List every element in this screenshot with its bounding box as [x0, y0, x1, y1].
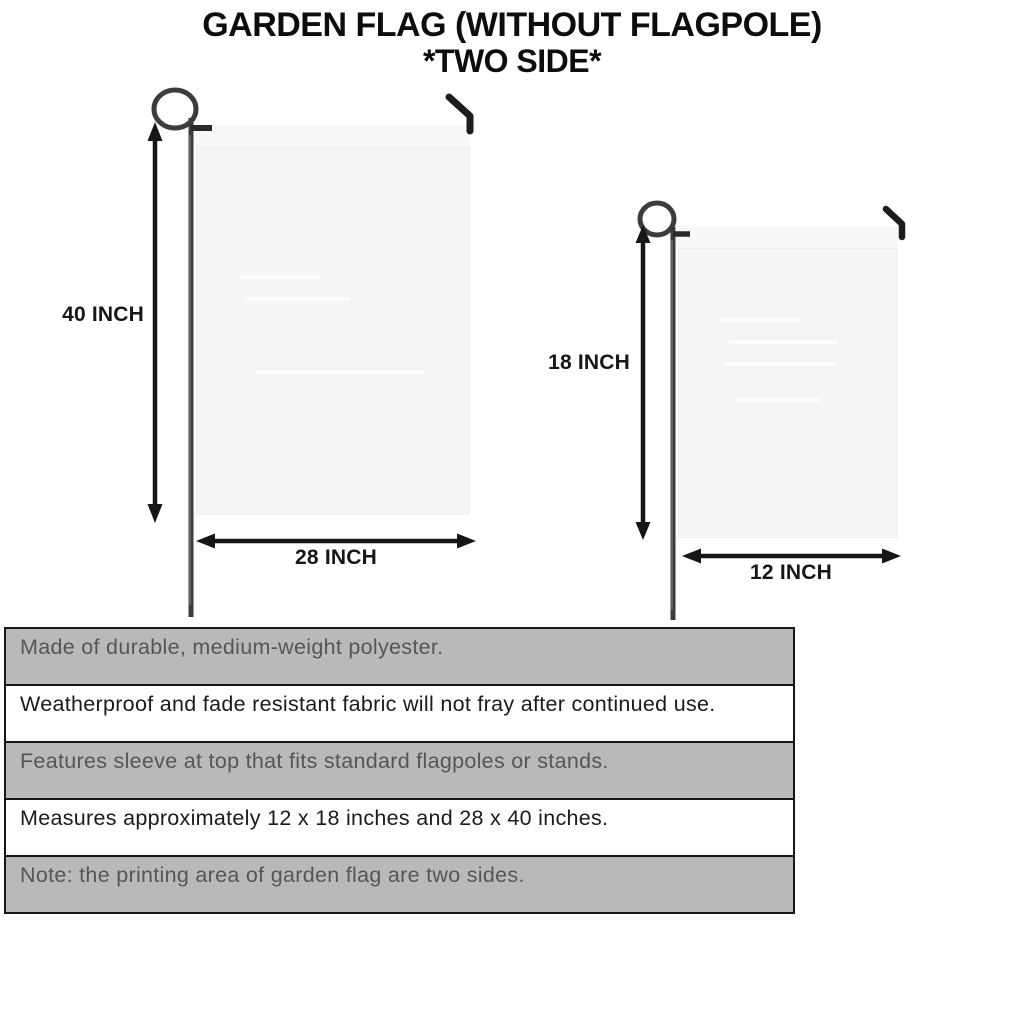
spec-row-material — [4, 627, 795, 686]
specs-table — [4, 627, 795, 914]
pole-loop-icon — [154, 90, 196, 128]
spec-row-measurements — [4, 798, 795, 857]
spec-text: Measures approximately 12 x 18 inches and 28 x 40 inches. — [20, 806, 609, 830]
large-flag-width-label: 28 INCH — [295, 546, 377, 569]
small-flag-ghost-mark — [735, 398, 820, 402]
spec-row-sleeve — [4, 741, 795, 800]
large-flag-sleeve — [196, 125, 470, 148]
small-flag-sleeve — [678, 226, 898, 249]
small-flag-ghost-mark — [728, 340, 838, 344]
small-flag-height-label: 18 INCH — [548, 351, 630, 374]
spec-text: Weatherproof and fade resistant fabric will not fray after continued use. — [20, 692, 716, 716]
pole-loop-icon — [640, 203, 674, 235]
large-flag-ghost-mark — [240, 275, 320, 279]
page-title — [0, 6, 1024, 80]
small-flag-ghost-mark — [720, 318, 800, 322]
small-flag-height-arrow — [636, 225, 651, 540]
small-flag-ghost-mark — [724, 362, 836, 366]
large-flag-ghost-mark — [255, 370, 425, 375]
spec-text: Note: the printing area of garden flag are two sides. — [20, 863, 525, 887]
large-flag-fabric — [196, 125, 470, 515]
spec-row-weatherproof — [4, 684, 795, 743]
spec-row-note — [4, 855, 795, 914]
spec-text: Features sleeve at top that fits standard flagpoles or stands. — [20, 749, 609, 773]
large-flag-ghost-mark — [245, 297, 350, 301]
large-flag-height-arrow — [148, 122, 163, 523]
title-line-1: GARDEN FLAG (WITHOUT FLAGPOLE) — [202, 6, 822, 44]
spec-text: Made of durable, medium-weight polyester. — [20, 635, 444, 659]
large-flag-height-label: 40 INCH — [62, 303, 144, 326]
small-flag-fabric — [678, 226, 898, 538]
small-flag-width-label: 12 INCH — [750, 561, 832, 584]
title-line-2: *TWO SIDE* — [422, 43, 602, 80]
